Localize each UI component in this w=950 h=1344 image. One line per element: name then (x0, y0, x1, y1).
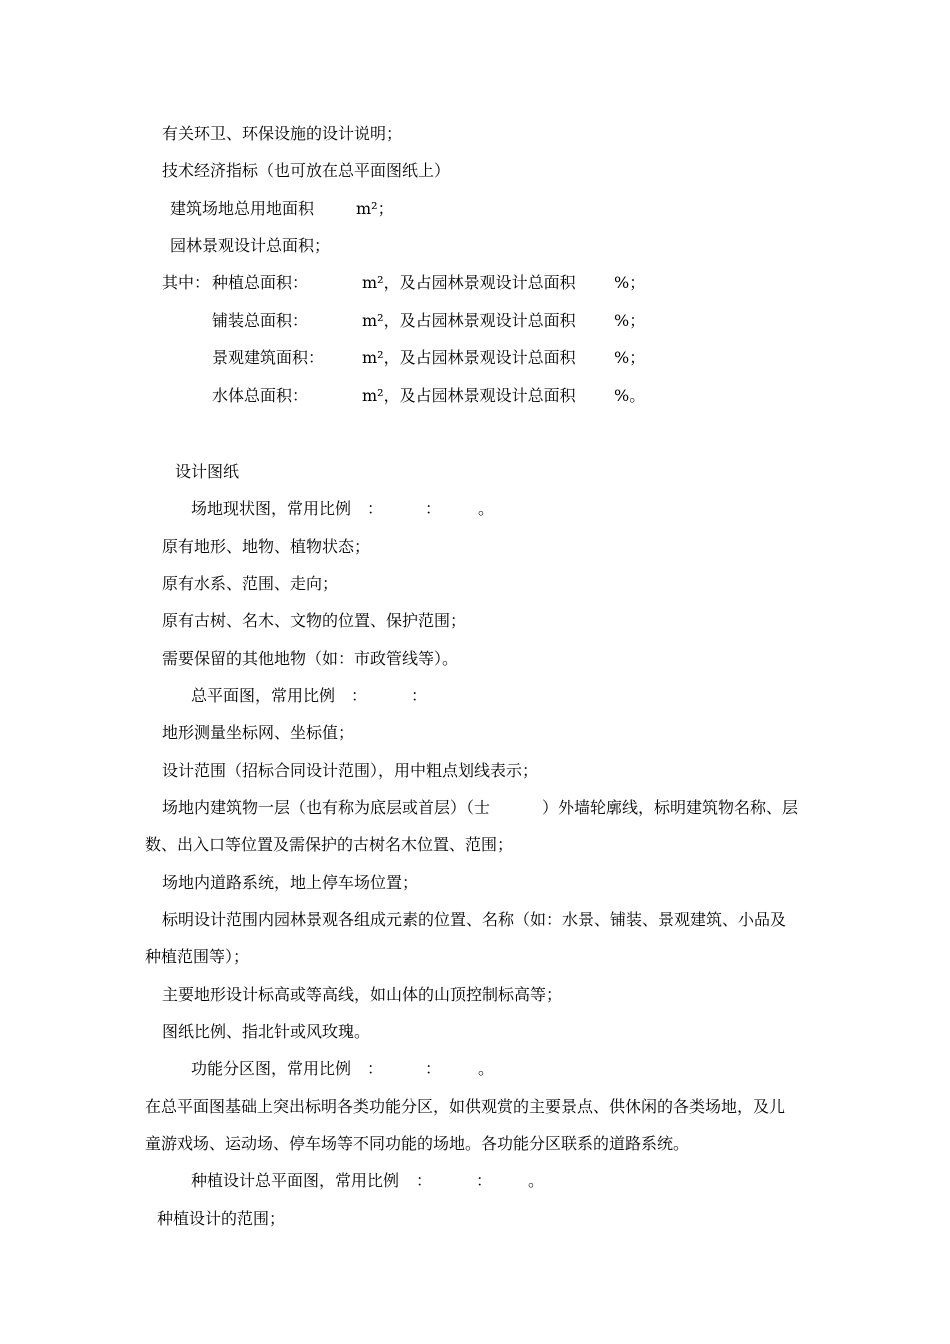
scale-colon: ： (425, 499, 442, 518)
scale-colon: ： (476, 1171, 493, 1190)
area-row-label: 铺装总面积： (212, 311, 309, 330)
area-row-prefix: 其中： (162, 273, 211, 292)
scale-colon: ： (351, 686, 368, 705)
line-end-mark: 。 (528, 1171, 545, 1190)
master-item: 设计范围（招标合同设计范围），用中粗点划线表示； (162, 761, 539, 780)
env-line-sanitation: 有关环卫、环保设施的设计说明； (162, 124, 403, 143)
area-row-end: %。 (614, 386, 646, 405)
scale-colon: ： (416, 1171, 433, 1190)
planting-map-title: 种植设计总平面图，常用比例 (191, 1171, 400, 1190)
area-row-end: %； (614, 348, 646, 367)
area-row-end: %； (614, 273, 646, 292)
site-area-label: 建筑场地总用地面积 (170, 199, 315, 218)
env-line-indicators: 技术经济指标（也可放在总平面图纸上） (162, 161, 451, 180)
site-map-title: 场地现状图，常用比例 (191, 499, 352, 518)
site-item: 原有地形、地物、植物状态； (162, 537, 371, 556)
env-line-site-area (170, 199, 470, 219)
scale-colon: ： (425, 1059, 442, 1078)
line-end-mark: 。 (478, 1059, 495, 1078)
area-row-paving (162, 311, 662, 331)
area-row-end: %； (614, 311, 646, 330)
planting-item: 种植设计的范围； (157, 1209, 286, 1228)
master-plan-title: 总平面图，常用比例 (191, 686, 336, 705)
buildings-text-part1: 场地内建筑物一层（也有称为底层或首层）（士 (162, 798, 491, 817)
function-map-title: 功能分区图，常用比例 (191, 1059, 352, 1078)
site-item: 需要保留的其他地物（如：市政管线等）。 (162, 649, 459, 668)
master-item-continued: 种植范围等）； (145, 947, 250, 966)
buildings-text-part2: ）外墙轮廓线，标明建筑物名称、层 (542, 798, 799, 817)
area-row-label: 景观建筑面积： (212, 348, 325, 367)
area-row-label: 种植总面积： (212, 273, 309, 292)
master-item: 标明设计范围内园林景观各组成元素的位置、名称（如：水景、铺装、景观建筑、小品及 (162, 910, 787, 929)
scale-colon: ： (367, 1059, 384, 1078)
function-paragraph: 在总平面图基础上突出标明各类功能分区，如供观赏的主要景点、供休闲的各类场地，及儿 (145, 1097, 786, 1116)
line-end-mark: 。 (478, 499, 495, 518)
area-row-mid: m²，及占园林景观设计总面积 (362, 311, 576, 330)
area-row-mid: m²，及占园林景观设计总面积 (362, 386, 576, 405)
area-row-mid: m²，及占园林景观设计总面积 (362, 348, 576, 367)
section-heading-drawings: 设计图纸 (175, 462, 240, 481)
site-item: 原有古树、名木、文物的位置、保护范围； (162, 611, 467, 630)
master-item: 图纸比例、指北针或风玫瑰。 (162, 1022, 371, 1041)
area-row-water (162, 386, 662, 406)
master-item-buildings (162, 798, 822, 818)
scale-colon: ： (367, 499, 384, 518)
site-map-title-line (191, 499, 511, 519)
master-item: 场地内道路系统，地上停车场位置； (162, 873, 419, 892)
master-item-continued: 数、出入口等位置及需保护的古树名木位置、范围； (145, 835, 514, 854)
area-row-buildings (162, 348, 662, 368)
area-row-planting (162, 273, 662, 293)
area-row-mid: m²，及占园林景观设计总面积 (362, 273, 576, 292)
master-item: 地形测量坐标网、坐标值； (162, 723, 355, 742)
master-plan-title-line (191, 686, 451, 706)
planting-map-title-line (191, 1171, 551, 1191)
master-item: 主要地形设计标高或等高线，如山体的山顶控制标高等； (162, 985, 563, 1004)
area-row-label: 水体总面积： (212, 386, 309, 405)
site-item: 原有水系、范围、走向； (162, 574, 339, 593)
site-area-unit: m²； (356, 199, 394, 218)
function-map-title-line (191, 1059, 511, 1079)
env-line-landscape-area: 园林景观设计总面积； (170, 236, 331, 255)
function-paragraph: 童游戏场、运动场、停车场等不同功能的场地。各功能分区联系的道路系统。 (145, 1134, 690, 1153)
scale-colon: ： (411, 686, 428, 705)
